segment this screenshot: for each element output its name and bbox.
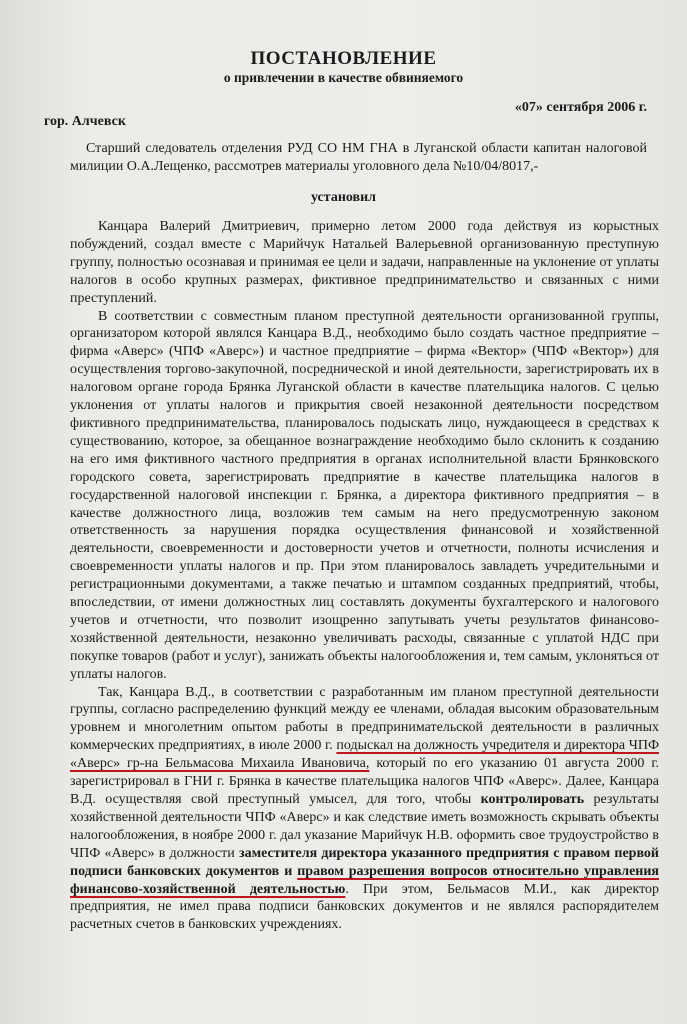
paragraph-3-part-c: результаты хозяйственной деятельности ЧПФ «Аверс» и как следствие иметь возможность скрывать объекты налогообложения, в ноябре 2000 г. дал указание Марийчук Н.В. оформить свое трудоустройство в ЧПФ «Аверс» в должности (70, 792, 659, 861)
document-date: «07» сентября 2006 г. (514, 100, 647, 115)
paragraph-3 (70, 684, 659, 935)
paragraph-2: В соответствии с совместным планом преступной деятельности организованной группы, организатором которой являлся Канцара В.Д., необходимо было создать частное предприятие – фирма «Аверс» (ЧПФ «Аверс») и частное предприятие – фирма «Вектор» (ЧПФ «Вектор») для осуществления торгово-закупочной, посреднической и иной деятельности, зарегистрировать их в налоговом органе города Брянка Луганской области в качестве плательщика налогов. С целью уклонения от уплаты налогов и прикрытия своей незаконной деятельности посредством фиктивного предпринимательства, планировалось подыскать лицо, нуждающееся в средствах к существованию, которое, за обещанное вознаграждение необходимо было склонить к созданию на его имя фиктивного частного предприятия в органах исполнительной власти Брянковского городского совета, зарегистрировать предприятие в качестве плательщика налогов в государственной налоговой инспекции г. Брянка, а директора фиктивного предприятия – в качестве должностного лица, возложив тем самым на него предусмотренную законом ответственность за нарушения порядка осуществления финансовой и хозяйственной деятельности, своевременности и достоверности учетов и отчетности, полноты исчисления и своевременности уплаты налогов и пр. При этом планировалось завладеть учредительными и регистрационными документами, а также печатью и штампом созданных предприятий, чтобы, впоследствии, от имени должностных лиц составлять документы бухгалтерского и налогового учетов и отчетности, что позволит изощренно запутывать учеты результатов финансово-хозяйственной деятельности, незаконно увеличивать расходы, связанные с уплатой НДС при покупке товаров (работ и услуг), занижать объекты налогообложения и, тем самым, уклоняться от уплаты налогов. (70, 308, 659, 682)
section-heading: установил (310, 190, 377, 205)
paragraph-3-part-d: . При этом, Бельмасов М.И., как директор предприятия, не имел права подписи банковских документов и не являлся распорядителем расчетных счетов в банковских учреждениях. (70, 881, 660, 933)
intro-paragraph: Старший следователь отделения РУД СО НМ ГНА в Луганской области капитан налоговой милиции О.А.Лещенко, рассмотрев материалы уголовного дела №10/04/8017,- (70, 141, 647, 174)
underlined-hiring-text: подыскал на должность учредителя и директора ЧПФ «Аверс» гр-на Бельмасова Михаила Ивановича, (70, 738, 659, 772)
document-body (70, 218, 659, 934)
underlined-management-right: правом разрешения вопросов относительно управления финансово-хозяйственной деятельностью (70, 863, 659, 897)
paragraph-3-part-b: который по его указанию 01 августа 2000 г. зарегистрировал в ГНИ г. Брянка в качестве плательщика налогов ЧПФ «Аверс». Далее, Канцара В.Д. осуществляя свой преступный умысел, для того, чтобы (70, 756, 659, 807)
bold-deputy-position: заместителя директора указанного предприятия с правом первой подписи банковских документов и (70, 845, 659, 879)
document-place: гор. Алчевск (44, 114, 126, 129)
paragraph-3-part-a: Так, Канцара В.Д., в соответствии с разработанным им планом преступной деятельности группы, согласно распределению функций между ее членами, обладая высоким образовательным уровнем и многолетним опытом работы в предпринимательской деятельности в различных коммерческих предприятиях, в июле 2000 г. (70, 684, 659, 754)
document-subtitle: о привлечении в качестве обвиняемого (223, 70, 464, 85)
paragraph-1: Канцара Валерий Дмитриевич, примерно летом 2000 года действуя из корыстных побуждений, создал вместе с Марийчук Натальей Валерьевной организованную преступную группу, полностью осознавая и принимая ее цели и задачи, направленные на уклонение от уплаты налогов в особо крупных размерах, фиктивное предпринимательство и связанных с ними преступлений. (70, 219, 659, 306)
document-title: ПОСТАНОВЛЕНИЕ (250, 48, 437, 69)
bold-control-word: контролировать (480, 792, 585, 807)
